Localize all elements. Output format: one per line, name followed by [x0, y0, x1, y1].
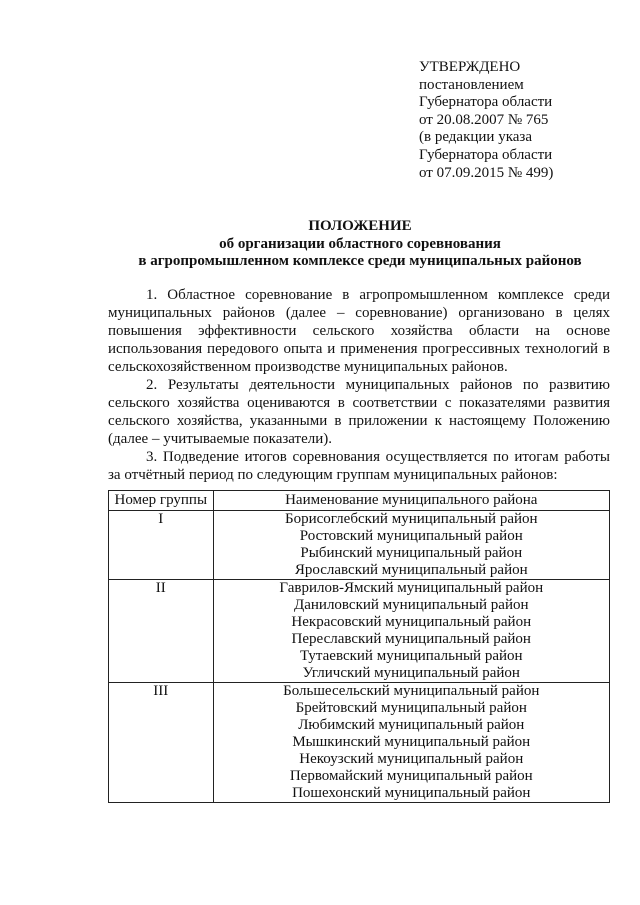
- approval-line: Губернатора области: [419, 146, 553, 163]
- district-name: Пошехонский муниципальный район: [292, 785, 531, 801]
- district-name: Некоузский муниципальный район: [299, 751, 524, 767]
- approval-line: от 20.08.2007 № 765: [419, 111, 549, 128]
- paragraph: 2. Результаты деятельности муниципальных районов по развитию сельского хозяйства оцениваются в соответствии с показателями развития сельского хозяйства, указанными в приложении к настоящему Положению (далее – учитываемые показатели).: [108, 377, 610, 447]
- document-body: [108, 286, 610, 484]
- district-name: Первомайский муниципальный район: [289, 768, 533, 784]
- district-name: Большесельский муниципальный район: [283, 683, 540, 699]
- paragraph: 3. Подведение итогов соревнования осуществляется по итогам работы за отчётный период по следующим группам муниципальных районов:: [108, 449, 610, 483]
- table-row: [109, 511, 610, 580]
- district-list-cell: [213, 580, 609, 683]
- approval-line: УТВЕРЖДЕНО: [419, 59, 521, 75]
- district-groups-table: [108, 490, 610, 803]
- header-district-name: Наименование муниципального района: [213, 491, 609, 511]
- title-subheading: об организации областного соревнования: [219, 235, 501, 252]
- district-name: Мышкинский муниципальный район: [292, 734, 531, 750]
- header-group-number: Номер группы: [109, 491, 214, 511]
- district-name: Брейтовский муниципальный район: [295, 700, 527, 716]
- approval-line: (в редакции указа: [419, 129, 532, 146]
- table-row: [109, 683, 610, 803]
- district-name: Борисоглебский муниципальный район: [284, 511, 538, 527]
- district-name: Гаврилов-Ямский муниципальный район: [279, 580, 544, 596]
- district-name: Переславский муниципальный район: [291, 631, 531, 647]
- table-header-row: [109, 491, 610, 511]
- district-list-cell: [213, 683, 609, 803]
- group-number-cell: III: [109, 683, 214, 803]
- district-list-cell: [213, 511, 609, 580]
- district-name: Ярославский муниципальный район: [294, 562, 528, 578]
- approval-line: постановлением: [419, 76, 524, 93]
- district-name: Тутаевский муниципальный район: [299, 648, 523, 664]
- district-name: Угличский муниципальный район: [302, 665, 520, 681]
- district-name: Некрасовский муниципальный район: [291, 614, 532, 630]
- title-subheading: в агропромышленном комплексе среди муниципальных районов: [138, 253, 582, 270]
- approval-line: от 07.09.2015 № 499): [419, 164, 554, 181]
- district-name: Рыбинский муниципальный район: [300, 545, 523, 561]
- table-row: [109, 580, 610, 683]
- group-number-cell: I: [109, 511, 214, 580]
- district-name: Любимский муниципальный район: [298, 717, 525, 733]
- document-title: [60, 218, 640, 271]
- group-number-cell: II: [109, 580, 214, 683]
- approval-stamp: [419, 59, 619, 182]
- district-name: Ростовский муниципальный район: [299, 528, 523, 544]
- title-heading: ПОЛОЖЕНИЕ: [308, 218, 412, 234]
- paragraph: 1. Областное соревнование в агропромышленном комплексе среди муниципальных районов (далее – соревнование) организовано в целях повышения эффективности сельского хозяйства области на основе использования передового опыта и применения прогрессивных технологий в сельскохозяйственном производстве муниципальных районов.: [108, 287, 610, 375]
- approval-line: Губернатора области: [419, 94, 553, 111]
- district-name: Даниловский муниципальный район: [294, 597, 529, 613]
